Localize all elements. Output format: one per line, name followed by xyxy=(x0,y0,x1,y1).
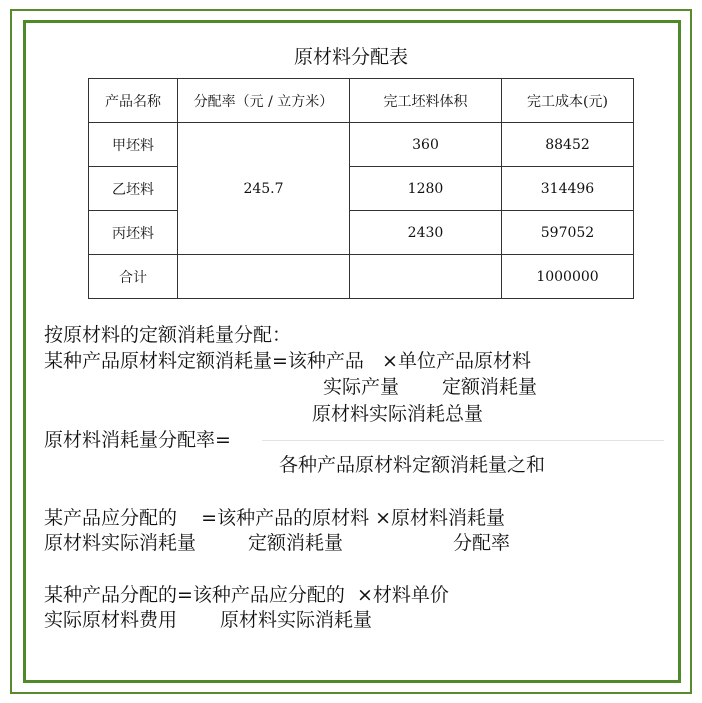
header-allocation-rate: 分配率（元 / 立方米） xyxy=(178,79,350,123)
total-rate-cell xyxy=(178,255,350,299)
formula-2-numerator: 原材料实际消耗总量 xyxy=(312,403,484,425)
cost-cell: 88452 xyxy=(502,123,634,167)
header-product-name: 产品名称 xyxy=(89,79,178,123)
product-name-cell: 丙坯料 xyxy=(89,211,178,255)
total-cost-cell: 1000000 xyxy=(502,255,634,299)
allocation-table xyxy=(88,78,634,299)
cost-cell: 314496 xyxy=(502,167,634,211)
table-header-row xyxy=(89,79,634,123)
volume-cell: 2430 xyxy=(350,211,502,255)
formula-3-line-1: 某产品应分配的 =该种产品的原材料 ×原材料消耗量 xyxy=(44,507,506,529)
cost-cell: 597052 xyxy=(502,211,634,255)
formula-1-line-2b: 定额消耗量 xyxy=(442,376,538,398)
total-row xyxy=(89,255,634,299)
table-row xyxy=(89,123,634,167)
formula-4-line-2a: 实际原材料费用 xyxy=(44,609,178,631)
total-volume-cell xyxy=(350,255,502,299)
formula-3-line-2b: 定额消耗量 xyxy=(248,532,344,554)
formula-3-line-2a: 原材料实际消耗量 xyxy=(44,532,197,554)
formula-4-line-2b: 原材料实际消耗量 xyxy=(220,609,373,631)
header-finished-volume: 完工坯料体积 xyxy=(350,79,502,123)
table-row xyxy=(89,211,634,255)
volume-cell: 360 xyxy=(350,123,502,167)
formula-4-line-1: 某种产品分配的=该种产品应分配的 ×材料单价 xyxy=(44,584,449,606)
formula-2-denominator: 各种产品原材料定额消耗量之和 xyxy=(279,454,546,476)
total-label-cell: 合计 xyxy=(89,255,178,299)
fraction-line xyxy=(262,440,664,441)
volume-cell: 1280 xyxy=(350,167,502,211)
product-name-cell: 乙坯料 xyxy=(89,167,178,211)
formula-1-line-1: 某种产品原材料定额消耗量=该种产品 ×单位产品原材料 xyxy=(44,350,531,372)
formula-intro: 按原材料的定额消耗量分配： xyxy=(44,324,292,346)
formula-2-lhs: 原材料消耗量分配率= xyxy=(44,429,231,451)
rate-cell: 245.7 xyxy=(178,123,350,255)
table-row xyxy=(89,167,634,211)
product-name-cell: 甲坯料 xyxy=(89,123,178,167)
formula-3-line-2c: 分配率 xyxy=(453,532,511,554)
table-title: 原材料分配表 xyxy=(293,46,408,68)
header-finished-cost: 完工成本(元) xyxy=(502,79,634,123)
formula-1-line-2a: 实际产量 xyxy=(323,376,400,398)
